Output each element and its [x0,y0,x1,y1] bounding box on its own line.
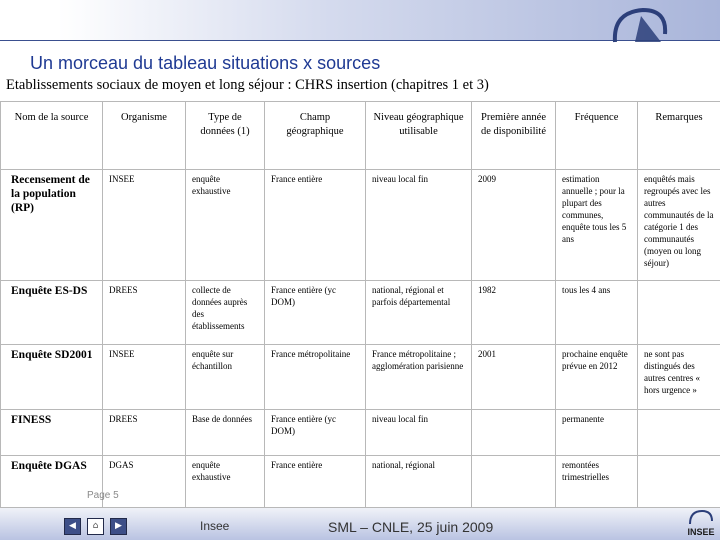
type-cell: enquête sur échantillon [186,345,265,410]
table-row [1,281,720,345]
annee-cell: 1982 [472,281,556,345]
annee-cell: 2009 [472,170,556,281]
source-name: Enquête ES-DS [1,281,103,345]
niveau-cell: national, régional [366,456,472,508]
remarques-cell: enquêtés mais regroupés avec les autres communautés de la catégorie 1 des communautés (moyen ou long séjour) [638,170,720,281]
column-header: Fréquence [556,102,638,170]
home-icon: ⌂ [92,521,99,531]
home-button[interactable] [87,518,104,535]
champ-cell: France entière (yc DOM) [265,410,366,456]
type-cell: Base de données [186,410,265,456]
insee-logo-icon [605,2,675,50]
champ-cell: France entière [265,456,366,508]
footer-organization: Insee [200,519,230,533]
remarques-cell [638,281,720,345]
frequence-cell: prochaine enquête prévue en 2012 [556,345,638,410]
annee-cell [472,410,556,456]
footer-logo [684,508,718,540]
column-header: Organisme [103,102,186,170]
niveau-cell: France métropolitaine ; agglomération parisienne [366,345,472,410]
organisme-cell: DREES [103,410,186,456]
footer-event: SML – CNLE, 25 juin 2009 [328,519,494,535]
column-header: Remarques [638,102,720,170]
prev-slide-button[interactable] [64,518,81,535]
column-header: Nom de la source [1,102,103,170]
organisme-cell: INSEE [103,170,186,281]
source-name: Enquête SD2001 [1,345,103,410]
frequence-cell: permanente [556,410,638,456]
sources-table [0,101,720,508]
organisme-cell: DGAS [103,456,186,508]
type-cell: collecte de données auprès des établissements [186,281,265,345]
niveau-cell: niveau local fin [366,410,472,456]
source-name: Recensement de la population (RP) [1,170,103,281]
annee-cell [472,456,556,508]
footer-logo-text: INSEE [687,527,715,537]
next-slide-button[interactable] [110,518,127,535]
type-cell: enquête exhaustive [186,456,265,508]
organisme-cell: INSEE [103,345,186,410]
niveau-cell: niveau local fin [366,170,472,281]
source-name: Enquête DGAS [1,456,103,508]
champ-cell: France métropolitaine [265,345,366,410]
column-header: Niveau géographique utilisable [366,102,472,170]
source-name: FINESS [1,410,103,456]
table-header-row [1,102,720,170]
column-header: Première année de disponibilité [472,102,556,170]
insee-emblem-icon [684,508,718,526]
champ-cell: France entière (yc DOM) [265,281,366,345]
remarques-cell [638,456,720,508]
organisme-cell: DREES [103,281,186,345]
frequence-cell: remontées trimestrielles [556,456,638,508]
slide-subtitle: Etablissements sociaux de moyen et long séjour : CHRS insertion (chapitres 1 et 3) [6,77,489,93]
champ-cell: France entière [265,170,366,281]
niveau-cell: national, régional et parfois départemental [366,281,472,345]
remarques-cell [638,410,720,456]
frequence-cell: tous les 4 ans [556,281,638,345]
annee-cell: 2001 [472,345,556,410]
triangle-right-icon: ▶ [115,521,122,531]
page-number: Page 5 [87,490,119,501]
triangle-left-icon: ◀ [69,521,76,531]
column-header: Type de données (1) [186,102,265,170]
frequence-cell: estimation annuelle ; pour la plupart des communes, enquête tous les 5 ans [556,170,638,281]
slide-title: Un morceau du tableau situations x sources [30,53,381,73]
table-row [1,410,720,456]
type-cell: enquête exhaustive [186,170,265,281]
table-row [1,345,720,410]
table-row [1,170,720,281]
column-header: Champ géographique [265,102,366,170]
remarques-cell: ne sont pas distingués des autres centres « hors urgence » [638,345,720,410]
